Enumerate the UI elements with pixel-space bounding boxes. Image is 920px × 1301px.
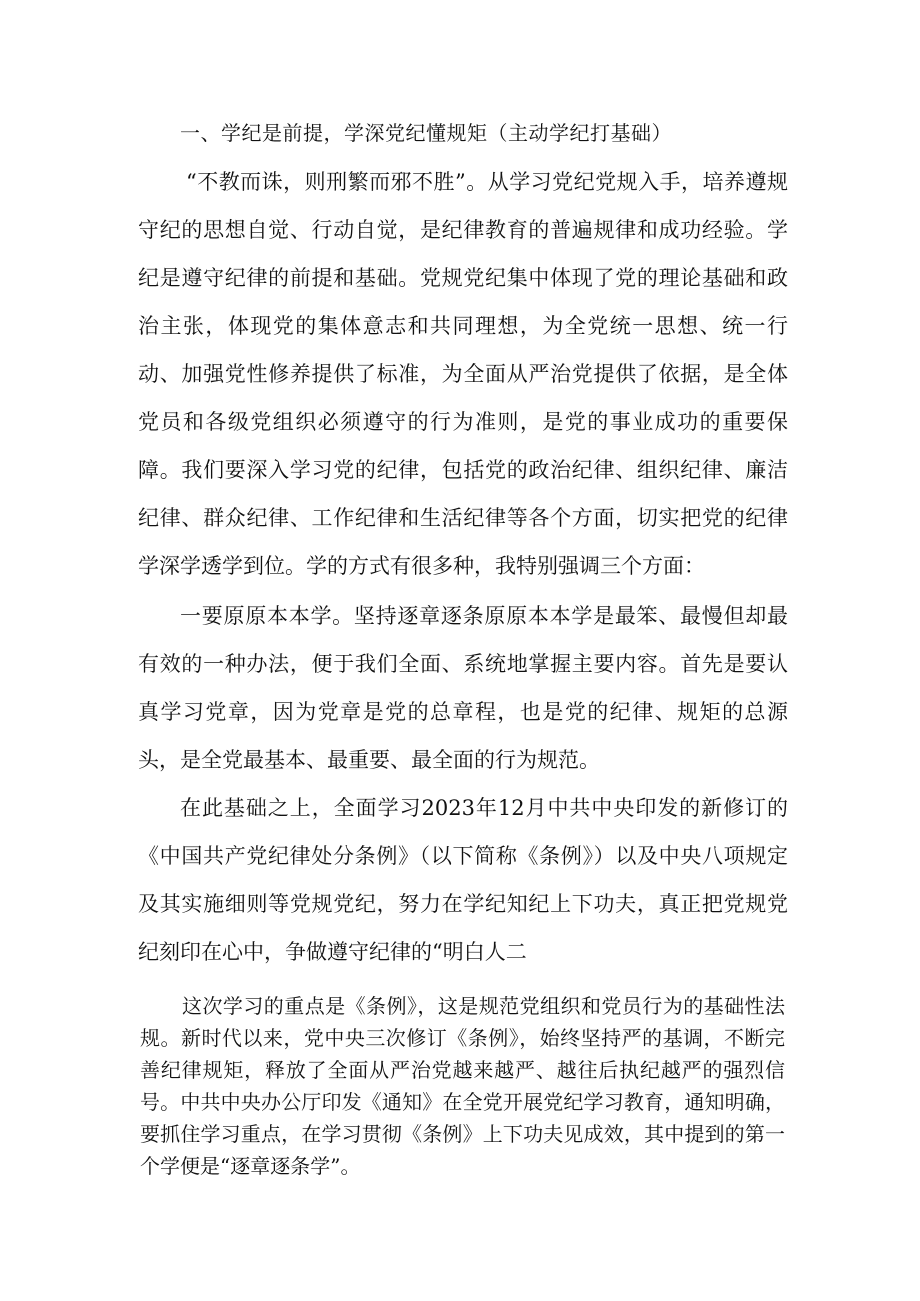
- paragraph-1: “不教而诛，则刑繁而邪不胜”。从学习党纪党规入手，培养遵规守纪的思想自觉、行动自觉，是纪律教育的普遍规律和成功经验。学纪是遵守纪律的前提和基础。党规党纪集中体现了党的理论基础和政治主张，体现党的集体意志和共同理想，为全党统一思想、统一行动、加强党性修养提供了标准，为全面从严治党提供了依据，是全体党员和各级党组织必须遵守的行为准则，是党的事业成功的重要保障。我们要深入学习党的纪律，包括党的政治纪律、组织纪律、廉洁纪律、群众纪律、工作纪律和生活纪律等各个方面，切实把党的纪律学深学透学到位。学的方式有很多种，我特别强调三个方面：: [138, 170, 788, 578]
- section-heading: 一、学纪是前提，学深党纪懂规矩（主动学纪打基础）: [180, 121, 672, 145]
- paragraph-2: 一要原原本本学。坚持逐章逐条原原本本学是最笨、最慢但却最有效的一种办法，便于我们全面、系统地掌握主要内容。首先是要认真学习党章，因为党章是党的总章程，也是党的纪律、规矩的总源头，是全党最基本、最重要、最全面的行为规范。: [138, 604, 788, 772]
- paragraph-3: 在此基础之上，全面学习2023年12月中共中央印发的新修订的《中国共产党纪律处分条例》（以下简称《条例》）以及中央八项规定及其实施细则等党规党纪，努力在学纪知纪上下功夫，真正把党规党纪刻印在心中，争做遵守纪律的“明白人二: [138, 796, 788, 964]
- paragraph-4: 这次学习的重点是《条例》，这是规范党组织和党员行为的基础性法规。新时代以来，党中央三次修订《条例》，始终坚持严的基调，不断完善纪律规矩，释放了全面从严治党越来越严、越往后执纪越严的强烈信号。中共中央办公厅印发《通知》在全党开展党纪学习教育，通知明确，要抓住学习重点，在学习贯彻《条例》上下功夫见成效，其中提到的第一个学便是“逐章逐条学”。: [140, 994, 785, 1178]
